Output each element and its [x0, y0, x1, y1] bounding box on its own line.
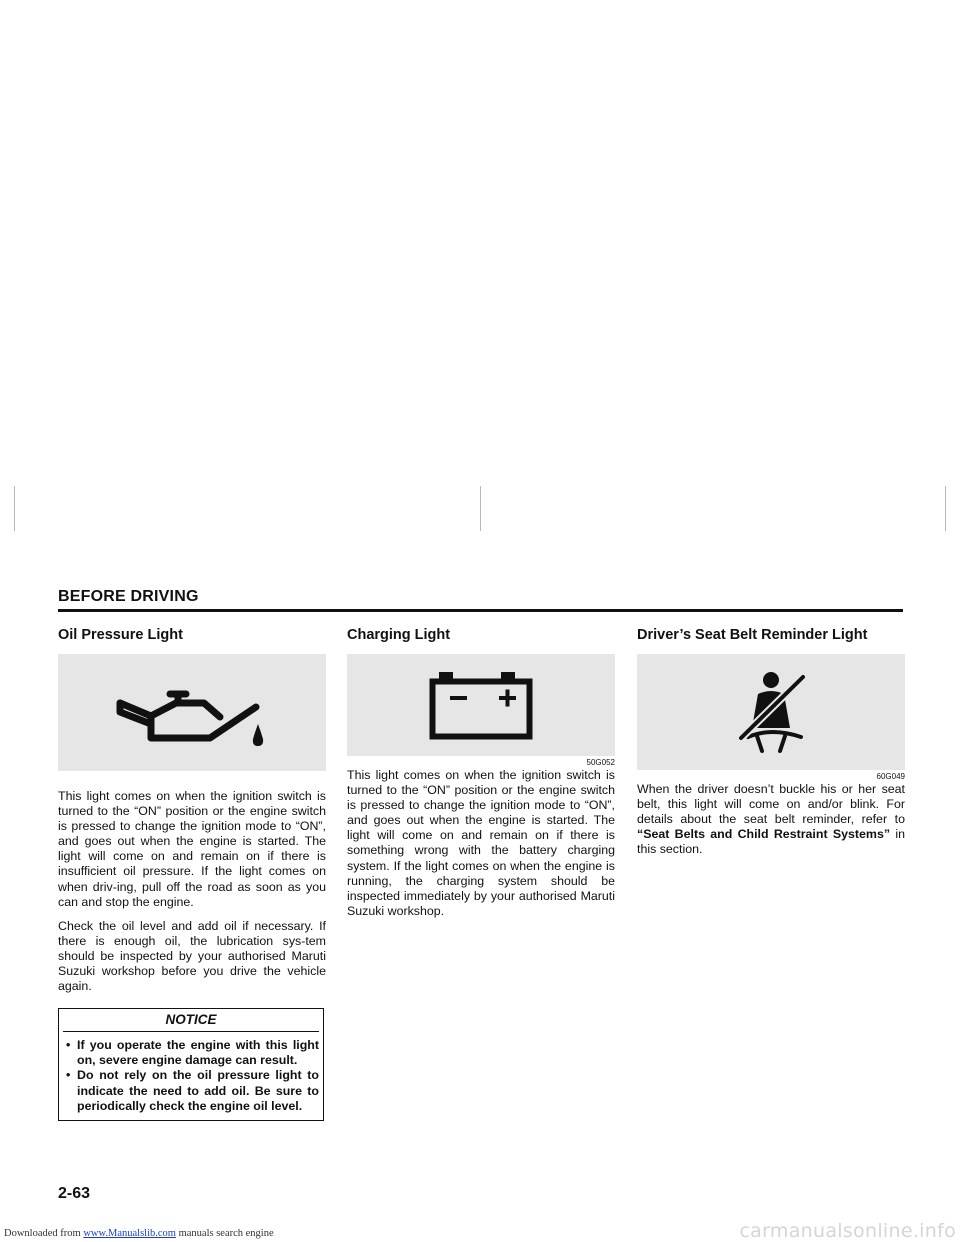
figure-seat-belt [637, 654, 905, 770]
figure-code-seat-belt: 60G049 [876, 772, 905, 781]
seat-belt-paragraph-tail: in this section. [637, 827, 905, 857]
heading-seat-belt-reminder: Driver’s Seat Belt Reminder Light [637, 627, 868, 643]
heading-charging-light: Charging Light [347, 627, 451, 643]
seat-belt-paragraph-text: When the driver doesn’t buckle his or her seat belt, this light will come on and/or blink. For details about the seat belt reminder, refer to [637, 782, 905, 827]
notice-title: NOTICE [63, 1009, 319, 1032]
seat-belt-paragraph [637, 782, 905, 857]
notice-item: • Do not rely on the oil pressure light to indicate the need to add oil. Be sure to periodically check the engine oil level. [63, 1068, 319, 1114]
column-seat-belt [637, 626, 905, 866]
oil-can-icon [58, 654, 326, 771]
oil-paragraph-1: This light comes on when the ignition switch is turned to the “ON” position or the engine switch is pressed to change the ignition mode to “ON”, and goes out when the engine is started. The light will come on and remain on if there is insufficient oil pressure. If the light comes on when driv-ing, pull off the road as soon as you can and stop the engine. [58, 789, 326, 909]
crop-mark-center [480, 486, 481, 531]
footer-download-note [4, 1228, 274, 1239]
crop-mark-left [14, 486, 15, 531]
heading-oil-pressure-light: Oil Pressure Light [58, 627, 183, 643]
section-title: BEFORE DRIVING [58, 588, 199, 605]
figure-code-oil [58, 773, 326, 783]
footer-suffix: manuals search engine [175, 1228, 274, 1239]
battery-icon [347, 654, 615, 756]
figure-oil-pressure [58, 654, 326, 771]
footer-watermark: carmanualsonline.info [739, 1220, 956, 1242]
seat-belt-reference: “Seat Belts and Child Restraint Systems” [637, 827, 891, 842]
seat-belt-icon [637, 654, 905, 770]
crop-mark-right [945, 486, 946, 531]
oil-paragraph-2: Check the oil level and add oil if necessary. If there is enough oil, the lubrication sys-tem should be inspected by your authorised Maruti Suzuki workshop before you drive the vehicle again. [58, 918, 326, 994]
notice-list [63, 1038, 319, 1114]
figure-code-charging: 50G052 [586, 758, 615, 767]
footer-link[interactable]: www.Manualslib.com [83, 1228, 176, 1239]
charging-paragraph: This light comes on when the ignition switch is turned to the “ON” position or the engine switch is pressed to change the ignition mode to “ON”, and goes out when the engine is started. The light will come on and remain on if there is something wrong with the battery charging system. If the light comes on when the engine is running, the charging system should be inspected immediately by your authorised Maruti Suzuki workshop. [347, 768, 615, 918]
column-charging [347, 626, 615, 928]
notice-item: • If you operate the engine with this light on, severe engine damage can result. [63, 1038, 319, 1068]
footer-prefix: Downloaded from [4, 1228, 84, 1239]
page-number: 2-63 [58, 1185, 91, 1202]
section-rule [58, 609, 903, 612]
notice-box [58, 1008, 324, 1121]
column-oil-pressure [58, 626, 326, 1003]
figure-charging [347, 654, 615, 756]
